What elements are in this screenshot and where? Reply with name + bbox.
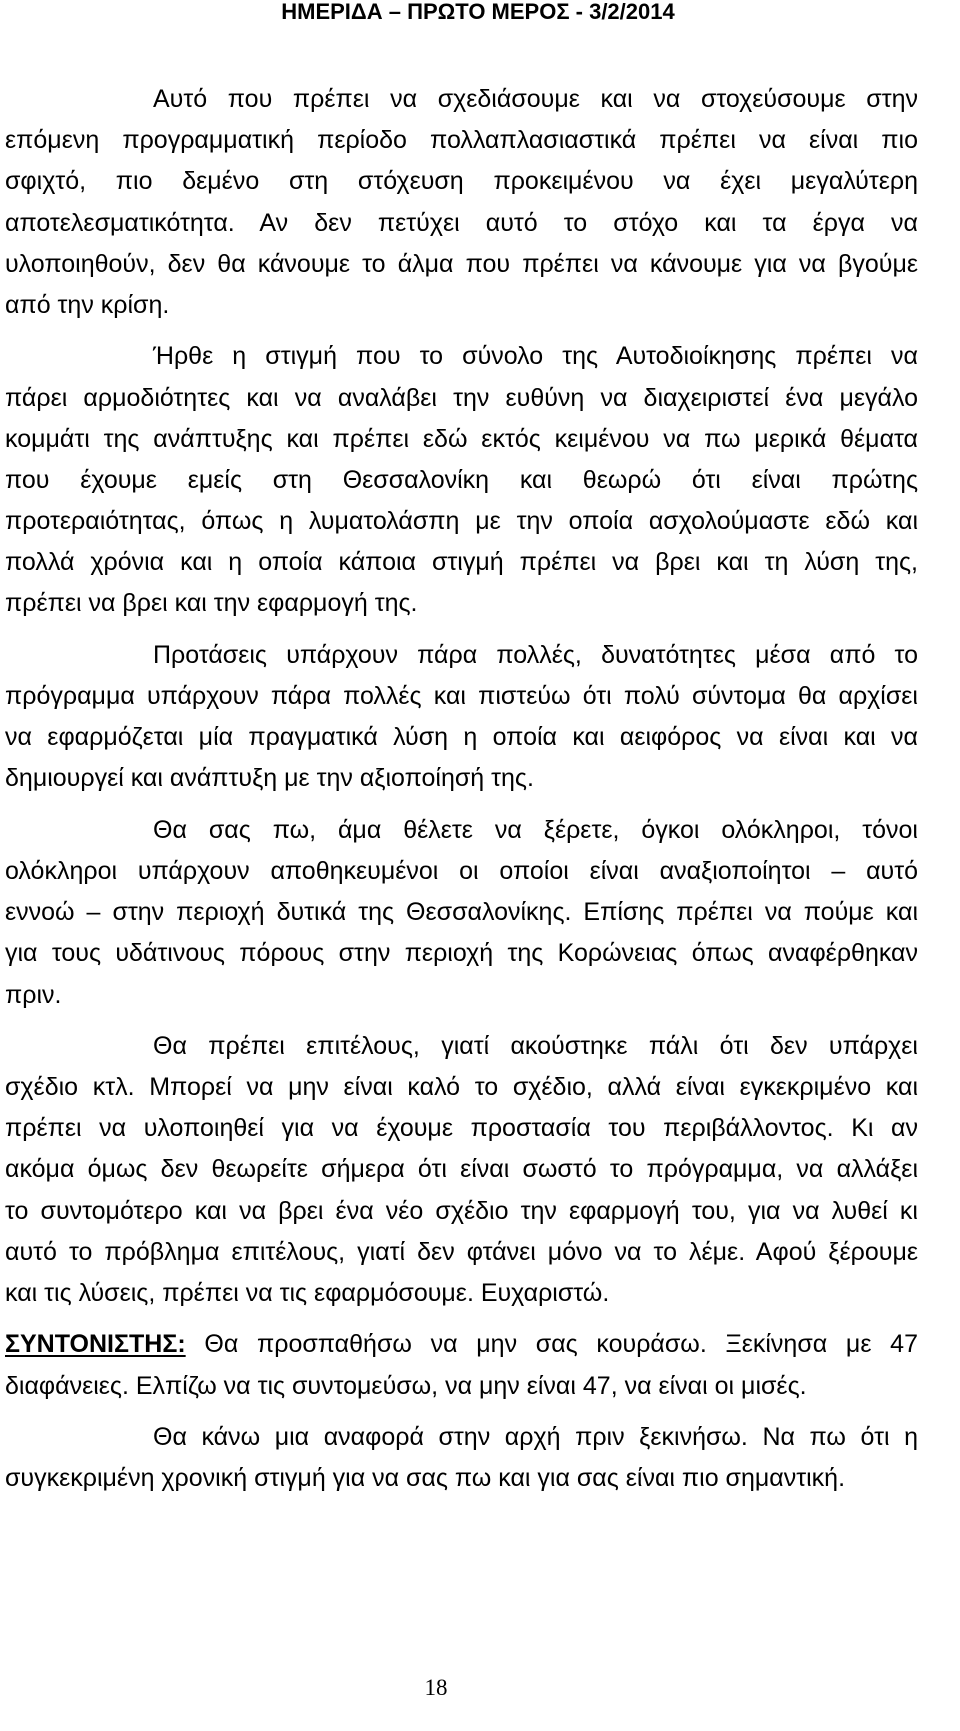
paragraph-line: αυτό το πρόβλημα επιτέλους, γιατί δεν φτάνει μόνο να το λέμε. Αφού ξέρουμε [5, 1237, 918, 1266]
paragraph-line: αποτελεσματικότητα. Αν δεν πετύχει αυτό το στόχο και τα έργα να [5, 208, 918, 237]
paragraph-line: Θα πρέπει επιτέλους, γιατί ακούστηκε πάλι ότι δεν υπάρχει [153, 1031, 918, 1060]
transcript-body [5, 79, 918, 1510]
speaker-paragraph [5, 1324, 918, 1406]
paragraph-line: πάρει αρμοδιότητες και να αναλάβει την ευθύνη να διαχειριστεί ένα μεγάλο [5, 383, 918, 412]
paragraph-line: για τους υδάτινους πόρους στην περιοχή της Κορώνειας όπως αναφέρθηκαν [5, 939, 918, 968]
paragraph [5, 810, 918, 1016]
paragraph-line: σχέδιο κτλ. Μπορεί να μην είναι καλό το σχέδιο, αλλά είναι εγκεκριμένο και [5, 1073, 918, 1102]
paragraph-line: διαφάνειες. Ελπίζω να τις συντομεύσω, να μην είναι 47, να είναι οι μισές. [5, 1371, 807, 1400]
paragraph-line: επόμενη προγραμματική περίοδο πολλαπλασιαστικά πρέπει να είναι πιο [5, 126, 918, 155]
paragraph-line: πρέπει να βρει και την εφαρμογή της. [5, 589, 418, 618]
paragraph-line: Αυτό που πρέπει να σχεδιάσουμε και να στοχεύσουμε στην [153, 85, 918, 113]
paragraph-line: ακόμα όμως δεν θεωρείτε σήμερα ότι είναι σωστό το πρόγραμμα, να αλλάξει [5, 1155, 918, 1184]
paragraph-line: συγκεκριμένη χρονική στιγμή για να σας πω και για σας είναι πιο σημαντική. [5, 1464, 846, 1493]
paragraph [5, 1417, 918, 1499]
paragraph [5, 635, 918, 800]
paragraph-line: Θα κάνω μια αναφορά στην αρχή πριν ξεκινήσω. Να πω ότι η [153, 1422, 918, 1451]
speaker-text: Θα προσπαθήσω να μην σας κουράσω. Ξεκίνησα με 47 [204, 1330, 918, 1359]
paragraph [5, 336, 918, 624]
paragraph-line: πολλά χρόνια και η οποία κάποια στιγμή πρέπει να βρει και τη λύση της, [5, 548, 918, 577]
paragraph-line: το συντομότερο και να βρει ένα νέο σχέδιο την εφαρμογή του, για να λυθεί κι [5, 1196, 918, 1225]
paragraph-line: ολόκληροι υπάρχουν αποθηκευμένοι οι οποίοι είναι αναξιοποίητοι – αυτό [5, 856, 918, 885]
paragraph-line: υλοποιηθούν, δεν θα κάνουμε το άλμα που πρέπει να κάνουμε για να βγούμε [5, 249, 918, 278]
paragraph-line: που έχουμε εμείς στη Θεσσαλονίκη και θεωρώ ότι είναι πρώτης [5, 465, 918, 494]
paragraph-line: εννοώ – στην περιοχή δυτικά της Θεσσαλονίκης. Επίσης πρέπει να πούμε και [5, 898, 918, 927]
paragraph-line: από την κρίση. [5, 290, 170, 319]
paragraph-line: πρέπει να υλοποιηθεί για να έχουμε προστασία του περιβάλλοντος. Κι αν [5, 1114, 918, 1143]
page-number: 18 [424, 1675, 448, 1700]
paragraph-line: Ήρθε η στιγμή που το σύνολο της Αυτοδιοίκησης πρέπει να [153, 342, 918, 371]
paragraph [5, 79, 918, 326]
paragraph-line: δημιουργεί και ανάπτυξη με την αξιοποίησή της. [5, 764, 534, 793]
paragraph-line: Προτάσεις υπάρχουν πάρα πολλές, δυνατότητες μέσα από το [153, 640, 918, 669]
paragraph-line: Θα σας πω, άμα θέλετε να ξέρετε, όγκοι ολόκληροι, τόνοι [153, 815, 918, 844]
paragraph-line: και τις λύσεις, πρέπει να τις εφαρμόσουμε. Ευχαριστώ. [5, 1279, 610, 1307]
paragraph-line: προτεραιότητας, όπως η λυματολάσπη με την οποία ασχολούμαστε εδώ και [5, 507, 918, 536]
paragraph-line: να εφαρμόζεται μία πραγματικά λύση η οποία και αειφόρος να είναι και να [5, 723, 918, 752]
paragraph-line: πριν. [5, 980, 62, 1009]
paragraph-line: πρόγραμμα υπάρχουν πάρα πολλές και πιστεύω ότι πολύ σύντομα θα αρχίσει [5, 682, 918, 710]
paragraph [5, 1026, 918, 1314]
speaker-line [5, 1324, 918, 1365]
paragraph-line: σφιχτό, πιο δεμένο στη στόχευση προκειμένου να έχει μεγαλύτερη [5, 167, 918, 196]
running-header: ΗΜΕΡΙΔΑ – ΠΡΩΤΟ ΜΕΡΟΣ - 3/2/2014 [281, 0, 675, 24]
paragraph-line: κομμάτι της ανάπτυξης και πρέπει εδώ εκτός κειμένου να πω μερικά θέματα [5, 424, 918, 453]
speaker-label: ΣΥΝΤΟΝΙΣΤΗΣ: [5, 1330, 186, 1359]
